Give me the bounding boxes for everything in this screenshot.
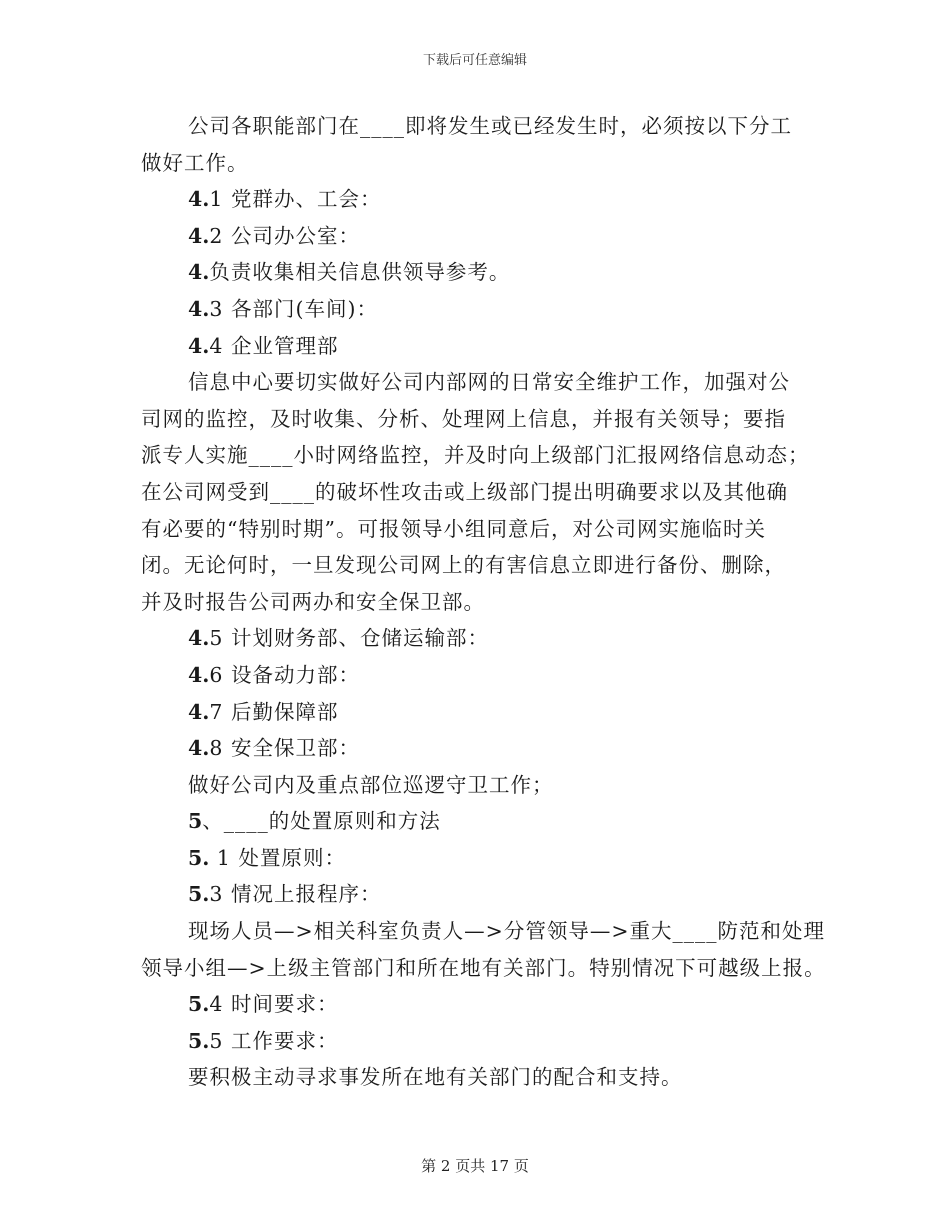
paragraph-line	[141, 876, 821, 913]
line-text: 7 后勤保障部	[209, 699, 339, 724]
line-text: 做好公司内及重点部位巡逻守卫工作；	[188, 772, 554, 797]
section-number: 5.	[188, 882, 210, 907]
line-text: 4 时间要求：	[209, 992, 339, 1017]
line-text: 、____的处置原则和方法	[202, 809, 441, 834]
section-number: 5.	[188, 992, 210, 1017]
line-text: 有必要的“特别时期”。可报领导小组同意后，对公司网实施临时关	[141, 516, 766, 541]
line-text: 8 安全保卫部：	[209, 736, 360, 761]
section-number: 4.	[188, 223, 210, 248]
page-footer: 第 2 页共 17 页	[421, 1157, 529, 1175]
section-number: 5.	[188, 845, 210, 870]
paragraph-line	[141, 108, 821, 145]
paragraph-line	[141, 401, 821, 438]
paragraph-line	[141, 437, 821, 474]
line-text: 5 工作要求：	[209, 1028, 339, 1053]
paragraph-line	[141, 730, 821, 767]
line-text: 3 各部门(车间)：	[209, 296, 378, 321]
section-number: 5	[188, 809, 203, 834]
paragraph-line	[141, 803, 821, 840]
section-number: 5.	[188, 1028, 210, 1053]
paragraph-line	[141, 950, 826, 987]
paragraph-line	[141, 511, 821, 548]
paragraph-line	[141, 254, 821, 291]
line-text: 信息中心要切实做好公司内部网的日常安全维护工作，加强对公	[188, 370, 790, 395]
document-body	[141, 108, 826, 1096]
paragraph-line	[141, 328, 821, 365]
paragraph-line	[141, 913, 826, 950]
paragraph-line	[141, 1059, 821, 1096]
page-header: 下载后可任意编辑	[422, 53, 527, 68]
line-text: 在公司网受到____的破坏性攻击或上级部门提出明确要求以及其他确	[141, 479, 788, 504]
paragraph-line	[141, 1023, 821, 1060]
paragraph-line	[141, 840, 821, 877]
line-text: 领导小组—>上级主管部门和所在地有关部门。特别情况下可越级上报。	[141, 955, 826, 980]
paragraph-line	[141, 767, 821, 804]
line-text: 2 公司办公室：	[209, 223, 360, 248]
paragraph-line	[141, 584, 821, 621]
line-text: 6 设备动力部：	[209, 662, 360, 687]
line-text: 做好工作。	[141, 150, 249, 175]
section-number: 4.	[188, 626, 210, 651]
line-text: 闭。无论何时，一旦发现公司网上的有害信息立即进行备份、删除，	[141, 553, 786, 578]
paragraph-line	[141, 181, 821, 218]
paragraph-line	[141, 694, 821, 731]
paragraph-line	[141, 145, 821, 182]
section-number: 4.	[188, 662, 210, 687]
paragraph-line	[141, 657, 821, 694]
line-text: 司网的监控，及时收集、分析、处理网上信息，并报有关领导；要指	[141, 406, 786, 431]
line-text: 派专人实施____小时网络监控，并及时向上级部门汇报网络信息动态；	[141, 443, 810, 468]
paragraph-line	[141, 620, 821, 657]
line-text: 公司各职能部门在____即将发生或已经发生时，必须按以下分工	[188, 114, 792, 138]
paragraph-line	[141, 218, 821, 255]
section-number: 4.	[188, 699, 210, 724]
line-text: 3 情况上报程序：	[209, 882, 382, 907]
line-text: 4 企业管理部	[209, 333, 339, 358]
paragraph-line	[141, 986, 821, 1023]
line-text: 1 党群办、工会：	[209, 187, 382, 212]
section-number: 4.	[188, 260, 210, 285]
section-number: 4.	[188, 296, 210, 321]
section-number: 4.	[188, 187, 210, 212]
paragraph-line	[141, 364, 821, 401]
line-text: 现场人员—>相关科室负责人—>分管领导—>重大____防范和处理	[188, 919, 826, 944]
section-number: 4.	[188, 736, 210, 761]
line-text: 负责收集相关信息供领导参考。	[209, 260, 511, 285]
line-text: 5 计划财务部、仓储运输部：	[209, 626, 489, 651]
line-text: 并及时报告公司两办和安全保卫部。	[141, 589, 485, 614]
paragraph-line	[141, 291, 821, 328]
paragraph-line	[141, 547, 821, 584]
paragraph-line	[141, 474, 821, 511]
line-text: 要积极主动寻求事发所在地有关部门的配合和支持。	[188, 1065, 683, 1090]
line-text: 1 处置原则：	[209, 845, 346, 870]
section-number: 4.	[188, 333, 210, 358]
